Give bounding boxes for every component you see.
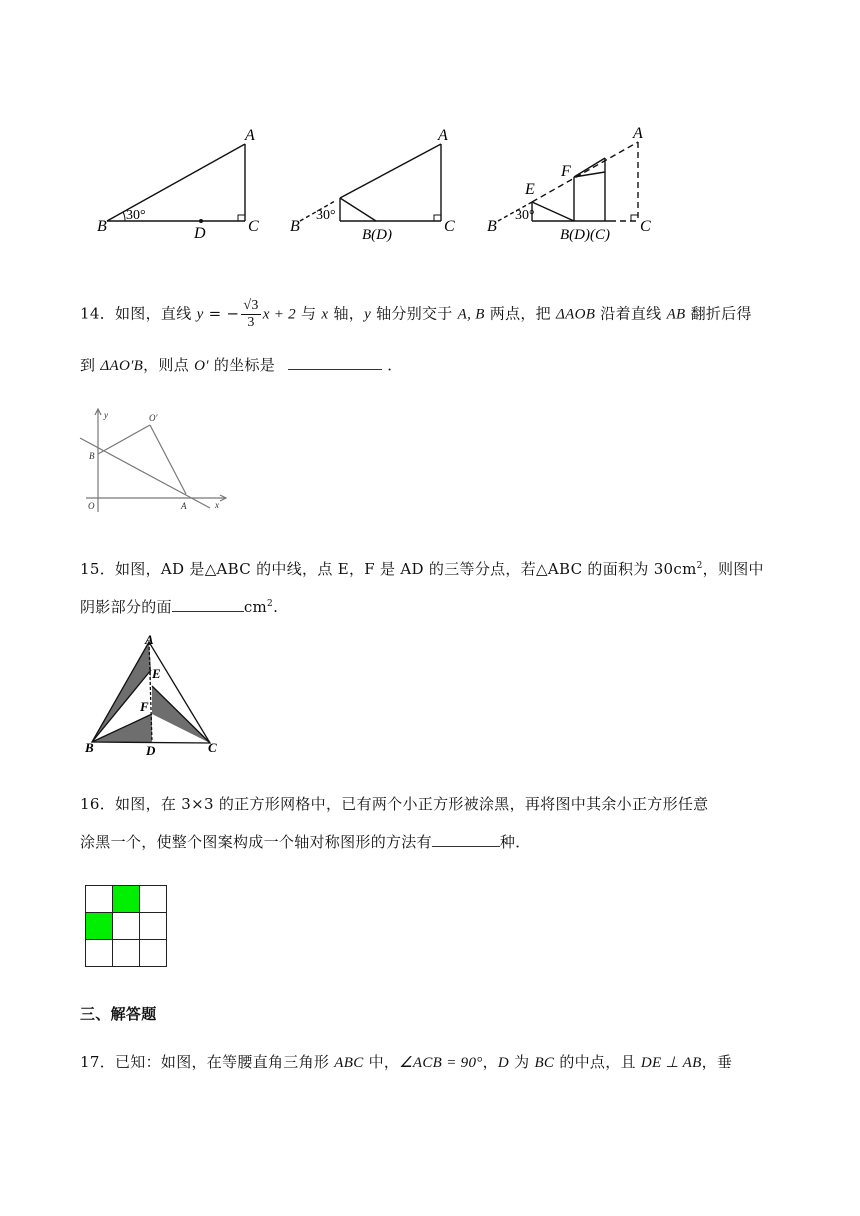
q16-text: ．如图，在 3×3 的正方形网格中，已有两个小正方形被涂黑，再将图中其余小正方形任意	[99, 795, 709, 813]
q14-text: 与	[295, 304, 322, 323]
q14-tri-aob: ΔAOB	[556, 306, 596, 323]
q14-text: ．如图，直线	[99, 304, 197, 323]
q13-f1-angle: 30°	[126, 208, 146, 223]
q13-f3-label-b: B	[487, 218, 497, 235]
q14-fraction	[241, 298, 260, 331]
grid-cell	[139, 939, 167, 967]
q13-f2-label-bd: B(D)	[362, 227, 392, 243]
q14-fraction-den: 3	[247, 315, 255, 330]
q13-figures	[80, 120, 680, 245]
q17-text: 中，	[363, 1053, 400, 1071]
q14-text: 的坐标是	[208, 356, 276, 374]
q17-text: 的中点，且	[554, 1053, 641, 1071]
q15-fig-a: A	[145, 632, 154, 647]
q14-line-2	[80, 355, 403, 376]
q14-fig-b: B	[89, 451, 95, 461]
q14-text: 轴分别交于	[371, 304, 458, 323]
q14-point-op: O′	[194, 358, 209, 374]
q16-grid	[85, 885, 166, 966]
q13-point-d	[199, 219, 203, 223]
q16-answer-blank[interactable]	[432, 832, 500, 847]
q13-f2-label-a: A	[438, 127, 448, 144]
q14-text: 轴，	[328, 304, 365, 323]
q14-figure	[78, 402, 238, 514]
q14-eq-eq: = −	[203, 304, 240, 323]
q15-fig-d: D	[146, 743, 156, 757]
grid-cell	[85, 912, 113, 940]
q15-fig-c: C	[208, 740, 217, 755]
q14-fig-y: y	[104, 410, 108, 420]
q15-text: .	[273, 598, 279, 616]
grid-cell	[112, 912, 140, 940]
q13-f3-label-e: E	[525, 181, 535, 198]
q15-sup: 2	[696, 561, 703, 571]
q17-tri: ABC	[334, 1055, 364, 1071]
q17-text: ，	[482, 1053, 498, 1071]
q14-eq-rest: x + 2	[262, 306, 296, 323]
q15-fig-e: E	[152, 666, 161, 681]
q15-text: 阴影部分的面	[80, 598, 172, 616]
q15-unit: cm	[243, 598, 268, 616]
q15-fig-f: F	[140, 699, 149, 714]
q17-text: ，垂	[701, 1053, 733, 1071]
q13-f3-label-f: F	[561, 163, 571, 180]
q13-f3-label-a: A	[633, 125, 643, 142]
q14-text: ，则点	[143, 356, 195, 374]
q14-tri-aopb: ΔAO′B	[100, 358, 144, 374]
q15-answer-blank[interactable]	[172, 597, 244, 612]
q14-text: 两点，把	[484, 304, 557, 323]
q16-text: 种．	[499, 833, 531, 851]
q14-line-1	[80, 298, 752, 331]
grid-cell	[112, 885, 140, 913]
grid-cell	[112, 939, 140, 967]
q17-bc: BC	[534, 1055, 555, 1071]
q14-y-axis: y	[364, 306, 372, 323]
q15-sup: 2	[267, 599, 274, 609]
q14-fraction-num: √3	[243, 298, 259, 313]
q13-f1-label-d: D	[194, 225, 206, 242]
q16-line-2	[80, 832, 531, 852]
grid-cell	[139, 912, 167, 940]
q14-points-ab: A, B	[457, 306, 485, 323]
q17-line-1	[80, 1052, 732, 1073]
q15-number: 15	[80, 560, 100, 578]
q14-fig-a: A	[181, 501, 187, 511]
q17-point-d: D	[497, 1055, 510, 1071]
q17-text: ．已知：如图，在等腰直角三角形	[99, 1053, 335, 1071]
grid-cell	[139, 885, 167, 913]
q13-f1-label-c: C	[248, 218, 259, 235]
q17-number: 17	[80, 1053, 100, 1071]
q16-text: 涂黑一个，使整个图案构成一个轴对称图形的方法有	[80, 833, 432, 851]
q15-text: ．如图，AD 是△ABC 的中线，点 E，F 是 AD 的三等分点，若△ABC 的面积为 30cm	[99, 560, 697, 578]
q15-line-1	[80, 556, 764, 579]
q17-perp: DE ⊥ AB	[640, 1055, 702, 1071]
q14-fig-x: x	[215, 500, 219, 510]
q13-f1-label-a: A	[245, 127, 255, 144]
q14-text: 到	[80, 356, 101, 374]
section-3-title: 三、解答题	[80, 1005, 157, 1023]
q13-f3-label-c: C	[640, 218, 651, 235]
q17-text: 为	[509, 1053, 535, 1071]
q14-fig-o: O	[88, 501, 95, 511]
q14-x-axis: x	[321, 306, 329, 323]
q14-eq-y: y	[196, 306, 204, 323]
q14-answer-blank[interactable]	[288, 355, 382, 370]
q14-number: 14	[80, 304, 100, 323]
q15-figure	[82, 632, 227, 757]
q14-text: 翻折后得	[685, 304, 752, 323]
q13-f2-angle: 30°	[316, 208, 336, 223]
q13-f2-label-c: C	[444, 218, 455, 235]
q13-f3-angle: 30°	[515, 208, 535, 223]
q14-line-ab: AB	[666, 306, 686, 323]
q14-text: 沿着直线	[595, 304, 667, 323]
grid-cell	[85, 939, 113, 967]
q15-fig-b: B	[85, 740, 94, 755]
q15-text: ，则图中	[702, 560, 764, 578]
q15-line-2	[80, 594, 278, 617]
q13-f3-label-bdc: B(D)(C)	[560, 227, 610, 243]
q13-f1-label-b: B	[97, 218, 107, 235]
grid-cell	[85, 885, 113, 913]
q17-angle: ∠ACB = 90°	[399, 1055, 483, 1071]
q14-text: ．	[387, 356, 403, 374]
q16-number: 16	[80, 795, 100, 813]
q14-fig-op: O′	[149, 413, 158, 423]
q13-f2-label-b: B	[290, 218, 300, 235]
q16-line-1	[80, 794, 708, 814]
